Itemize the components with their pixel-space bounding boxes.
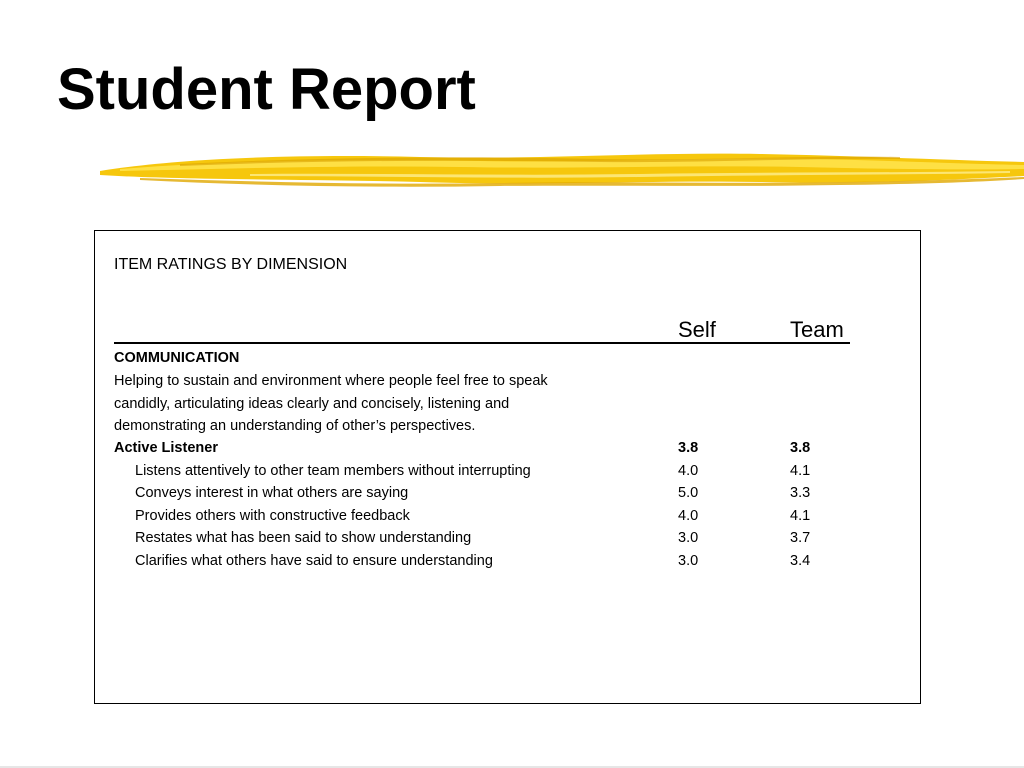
dimension-description-text: Helping to sustain and environment where people feel free to speak: [114, 373, 548, 389]
item-label: Restates what has been said to show understanding: [135, 530, 472, 546]
competency-team-score: 3.8: [790, 440, 811, 456]
dimension-description-line: [114, 415, 874, 437]
item-row: [114, 550, 874, 572]
item-self-score: 3.0: [678, 553, 699, 569]
dimension-description-text: demonstrating an understanding of other’s perspectives.: [114, 418, 476, 434]
slide-title: Student Report: [57, 57, 476, 122]
item-row: [114, 482, 874, 504]
item-row: [114, 460, 874, 482]
competency-name: Active Listener: [114, 440, 218, 456]
item-self-score: 4.0: [678, 463, 699, 479]
item-row: [114, 505, 874, 527]
competency-row: [114, 437, 874, 459]
report-box: [94, 230, 921, 704]
dimension-description-line: [114, 393, 874, 415]
header-divider: [114, 342, 850, 344]
dimension-description-line: [114, 370, 874, 392]
dimension-name: COMMUNICATION: [114, 350, 240, 366]
item-team-score: 4.1: [790, 508, 811, 524]
item-self-score: 4.0: [678, 508, 699, 524]
yellow-brush-stroke: [0, 140, 1024, 196]
item-row: [114, 527, 874, 549]
report-heading: ITEM RATINGS BY DIMENSION: [114, 256, 348, 273]
column-header-self: Self: [678, 317, 716, 342]
item-self-score: 5.0: [678, 485, 699, 501]
item-team-score: 4.1: [790, 463, 811, 479]
item-label: Clarifies what others have said to ensure understanding: [135, 553, 493, 569]
item-label: Conveys interest in what others are saying: [135, 485, 409, 501]
item-label: Listens attentively to other team members without interrupting: [135, 463, 531, 479]
competency-self-score: 3.8: [678, 440, 699, 456]
dimension-name-row: [114, 347, 874, 369]
item-label: Provides others with constructive feedback: [135, 508, 410, 524]
dimension-description-text: candidly, articulating ideas clearly and concisely, listening and: [114, 396, 510, 412]
item-team-score: 3.3: [790, 485, 811, 501]
column-header-team: Team: [790, 317, 844, 342]
item-team-score: 3.4: [790, 553, 811, 569]
item-self-score: 3.0: [678, 530, 699, 546]
item-team-score: 3.7: [790, 530, 811, 546]
